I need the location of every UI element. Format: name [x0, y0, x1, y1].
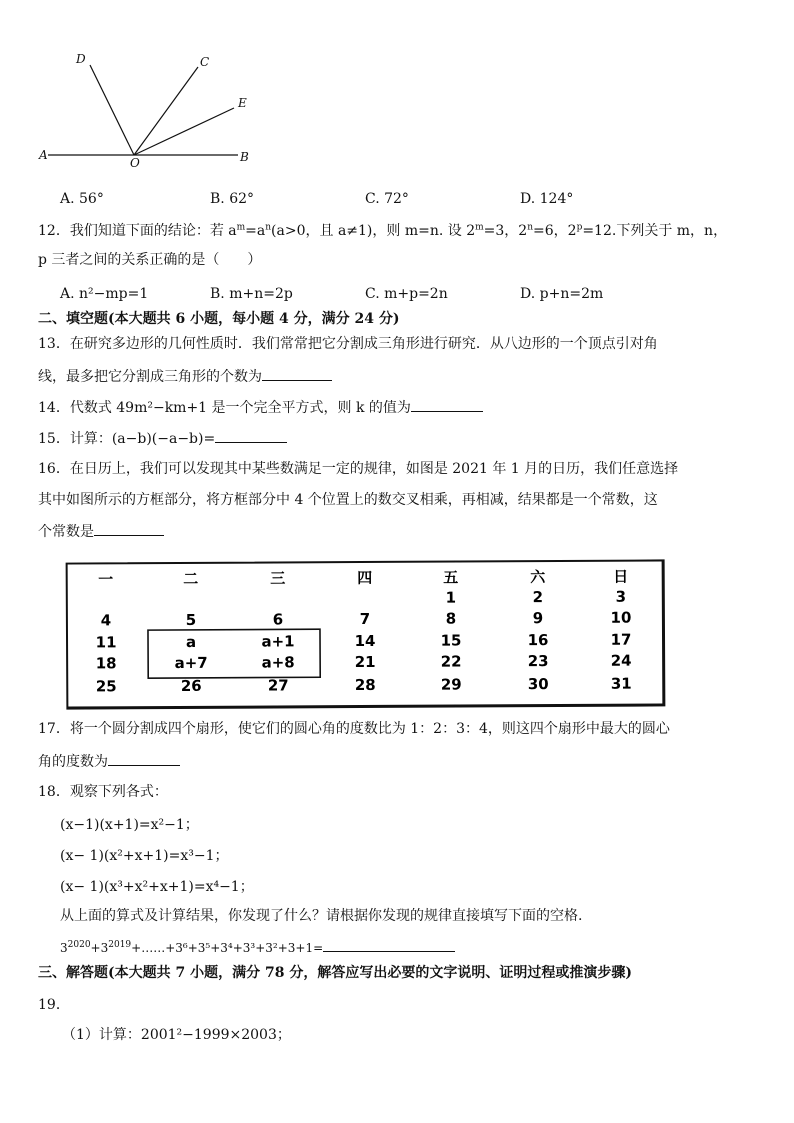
calendar-header-4: 五: [443, 568, 459, 587]
calendar-cell: a: [185, 632, 197, 651]
calendar-cell: 18: [95, 654, 117, 673]
calendar-cell: a+7: [174, 653, 208, 672]
q17-answer-blank[interactable]: [108, 751, 180, 766]
ray-OD: [90, 65, 134, 155]
calendar-header-3: 四: [357, 568, 373, 588]
calendar-cell: 27: [267, 676, 289, 695]
calendar-cell: 10: [610, 608, 632, 627]
calendar-cell: 11: [95, 633, 117, 652]
q19-number: 19．: [38, 997, 70, 1013]
calendar-cell: 14: [354, 631, 376, 651]
calendar-cell: 15: [440, 631, 462, 650]
section-3-heading: 三、解答题(本大题共 7 小题，满分 78 分，解答应写出必要的文字说明、证明过程或推演步骤): [38, 965, 632, 981]
label-C: C: [200, 55, 210, 69]
calendar-cell: 1: [445, 588, 457, 607]
label-D: D: [76, 52, 86, 66]
calendar-cell: 31: [610, 674, 632, 693]
q15-answer-blank[interactable]: [215, 428, 287, 443]
q11-option-a: A. 56°: [60, 191, 104, 207]
calendar-header-1: 二: [183, 569, 199, 588]
q16-line1: 16．在日历上，我们可以发现其中某些数满足一定的规律，如图是 2021 年 1 月的日历，我们任意选择: [38, 461, 679, 477]
q14-answer-blank[interactable]: [411, 397, 483, 412]
calendar-cell: 25: [95, 677, 117, 696]
calendar-cell: 24: [610, 651, 632, 670]
calendar-header-5: 六: [530, 568, 546, 587]
calendar-cell: 6: [272, 610, 284, 629]
q18-sum: $3^{2020}+3^{2019}+\dots\dots+3^6+3^5+3^4+3^3+3^2+3+1=$: [60, 937, 455, 958]
q18-eq3: (x− 1)(x³+x²+x+1)=x⁴−1；: [60, 879, 254, 895]
q12-line1: 12．我们知道下面的结论：若 $a^m=a^n(a>0$，且 a≠1)，则 m=n. 设 $2^m=3$，$2^n=6$，$2^p=12$.下列关于 m，n，: [38, 222, 728, 239]
calendar-cell: 28: [354, 675, 376, 695]
calendar-cell: a+8: [261, 653, 295, 672]
ray-OC: [134, 67, 198, 155]
label-B: B: [240, 150, 249, 164]
q18-eq2: (x− 1)(x²+x+1)=x³−1；: [60, 848, 229, 864]
calendar-cell: 17: [610, 630, 632, 649]
q12-option-a: A. n²−mp=1: [60, 286, 149, 302]
q14: 14．代数式 49m²−km+1 是一个完全平方式，则 k 的值为: [38, 397, 483, 418]
calendar-cell: 29: [440, 675, 462, 694]
calendar-cell: 22: [440, 652, 462, 671]
section-2-heading: 二、填空题(本大题共 6 小题，每小题 4 分，满分 24 分): [38, 311, 400, 327]
calendar-cell: 9: [532, 609, 544, 628]
calendar-cell: 23: [527, 652, 549, 671]
calendar-cell: 2: [532, 588, 544, 607]
calendar-cell: a+1: [261, 632, 295, 651]
angle-figure: [30, 45, 270, 175]
q12-option-b: B. m+n=2p: [210, 286, 293, 302]
ray-OE: [134, 108, 234, 155]
calendar-cell: 26: [180, 676, 202, 695]
q17-line2: 角的度数为: [38, 751, 180, 772]
q16-line3: 个常数是: [38, 521, 164, 542]
calendar-cell: 3: [615, 587, 627, 606]
q19-part1: （1）计算：2001²−1999×2003；: [62, 1027, 291, 1043]
q18-answer-blank[interactable]: [323, 937, 455, 952]
q13-answer-blank[interactable]: [262, 366, 332, 381]
calendar-cell: 8: [445, 609, 457, 628]
q16-answer-blank[interactable]: [94, 521, 164, 536]
calendar-header-0: 一: [98, 570, 114, 589]
calendar-cell: 30: [527, 675, 549, 694]
q12-option-c: C. m+p=2n: [365, 286, 448, 302]
q15: 15．计算：(a−b)(−a−b)=: [38, 428, 287, 449]
label-E: E: [238, 96, 247, 110]
q18-eq1: (x−1)(x+1)=x²−1；: [60, 817, 199, 833]
calendar-cell: 5: [185, 610, 197, 629]
q13-line1: 13．在研究多边形的几何性质时．我们常常把它分割成三角形进行研究．从八边形的一个顶点引对角: [38, 336, 658, 352]
calendar-cell: 4: [100, 611, 112, 630]
calendar-cell: 21: [354, 652, 376, 672]
label-O: O: [130, 156, 140, 170]
q12-option-d: D. p+n=2m: [520, 286, 604, 302]
calendar-header-2: 三: [270, 569, 286, 588]
q11-option-c: C. 72°: [365, 191, 409, 207]
q12-line2: p 三者之间的关系正确的是（ ）: [38, 252, 262, 268]
q18-intro: 18．观察下列各式：: [38, 784, 168, 800]
label-A: A: [39, 148, 48, 162]
calendar-grid: [68, 561, 663, 706]
q11-option-d: D. 124°: [520, 191, 574, 207]
q11-option-b: B. 62°: [210, 191, 255, 207]
calendar-header-6: 日: [613, 567, 629, 586]
q13-line2: 线，最多把它分割成三角形的个数为: [38, 366, 332, 387]
q18-prompt: 从上面的算式及计算结果，你发现了什么？请根据你发现的规律直接填写下面的空格.: [60, 908, 583, 924]
calendar-table: [66, 559, 666, 709]
q16-line2: 其中如图所示的方框部分，将方框部分中 4 个位置上的数交叉相乘，再相减，结果都是一个常数，这: [38, 492, 658, 508]
calendar-cell: 7: [359, 609, 371, 629]
calendar-cell: 16: [527, 631, 549, 650]
q17-line1: 17．将一个圆分割成四个扇形，使它们的圆心角的度数比为 1：2：3：4，则这四个扇形中最大的圆心: [38, 721, 670, 737]
